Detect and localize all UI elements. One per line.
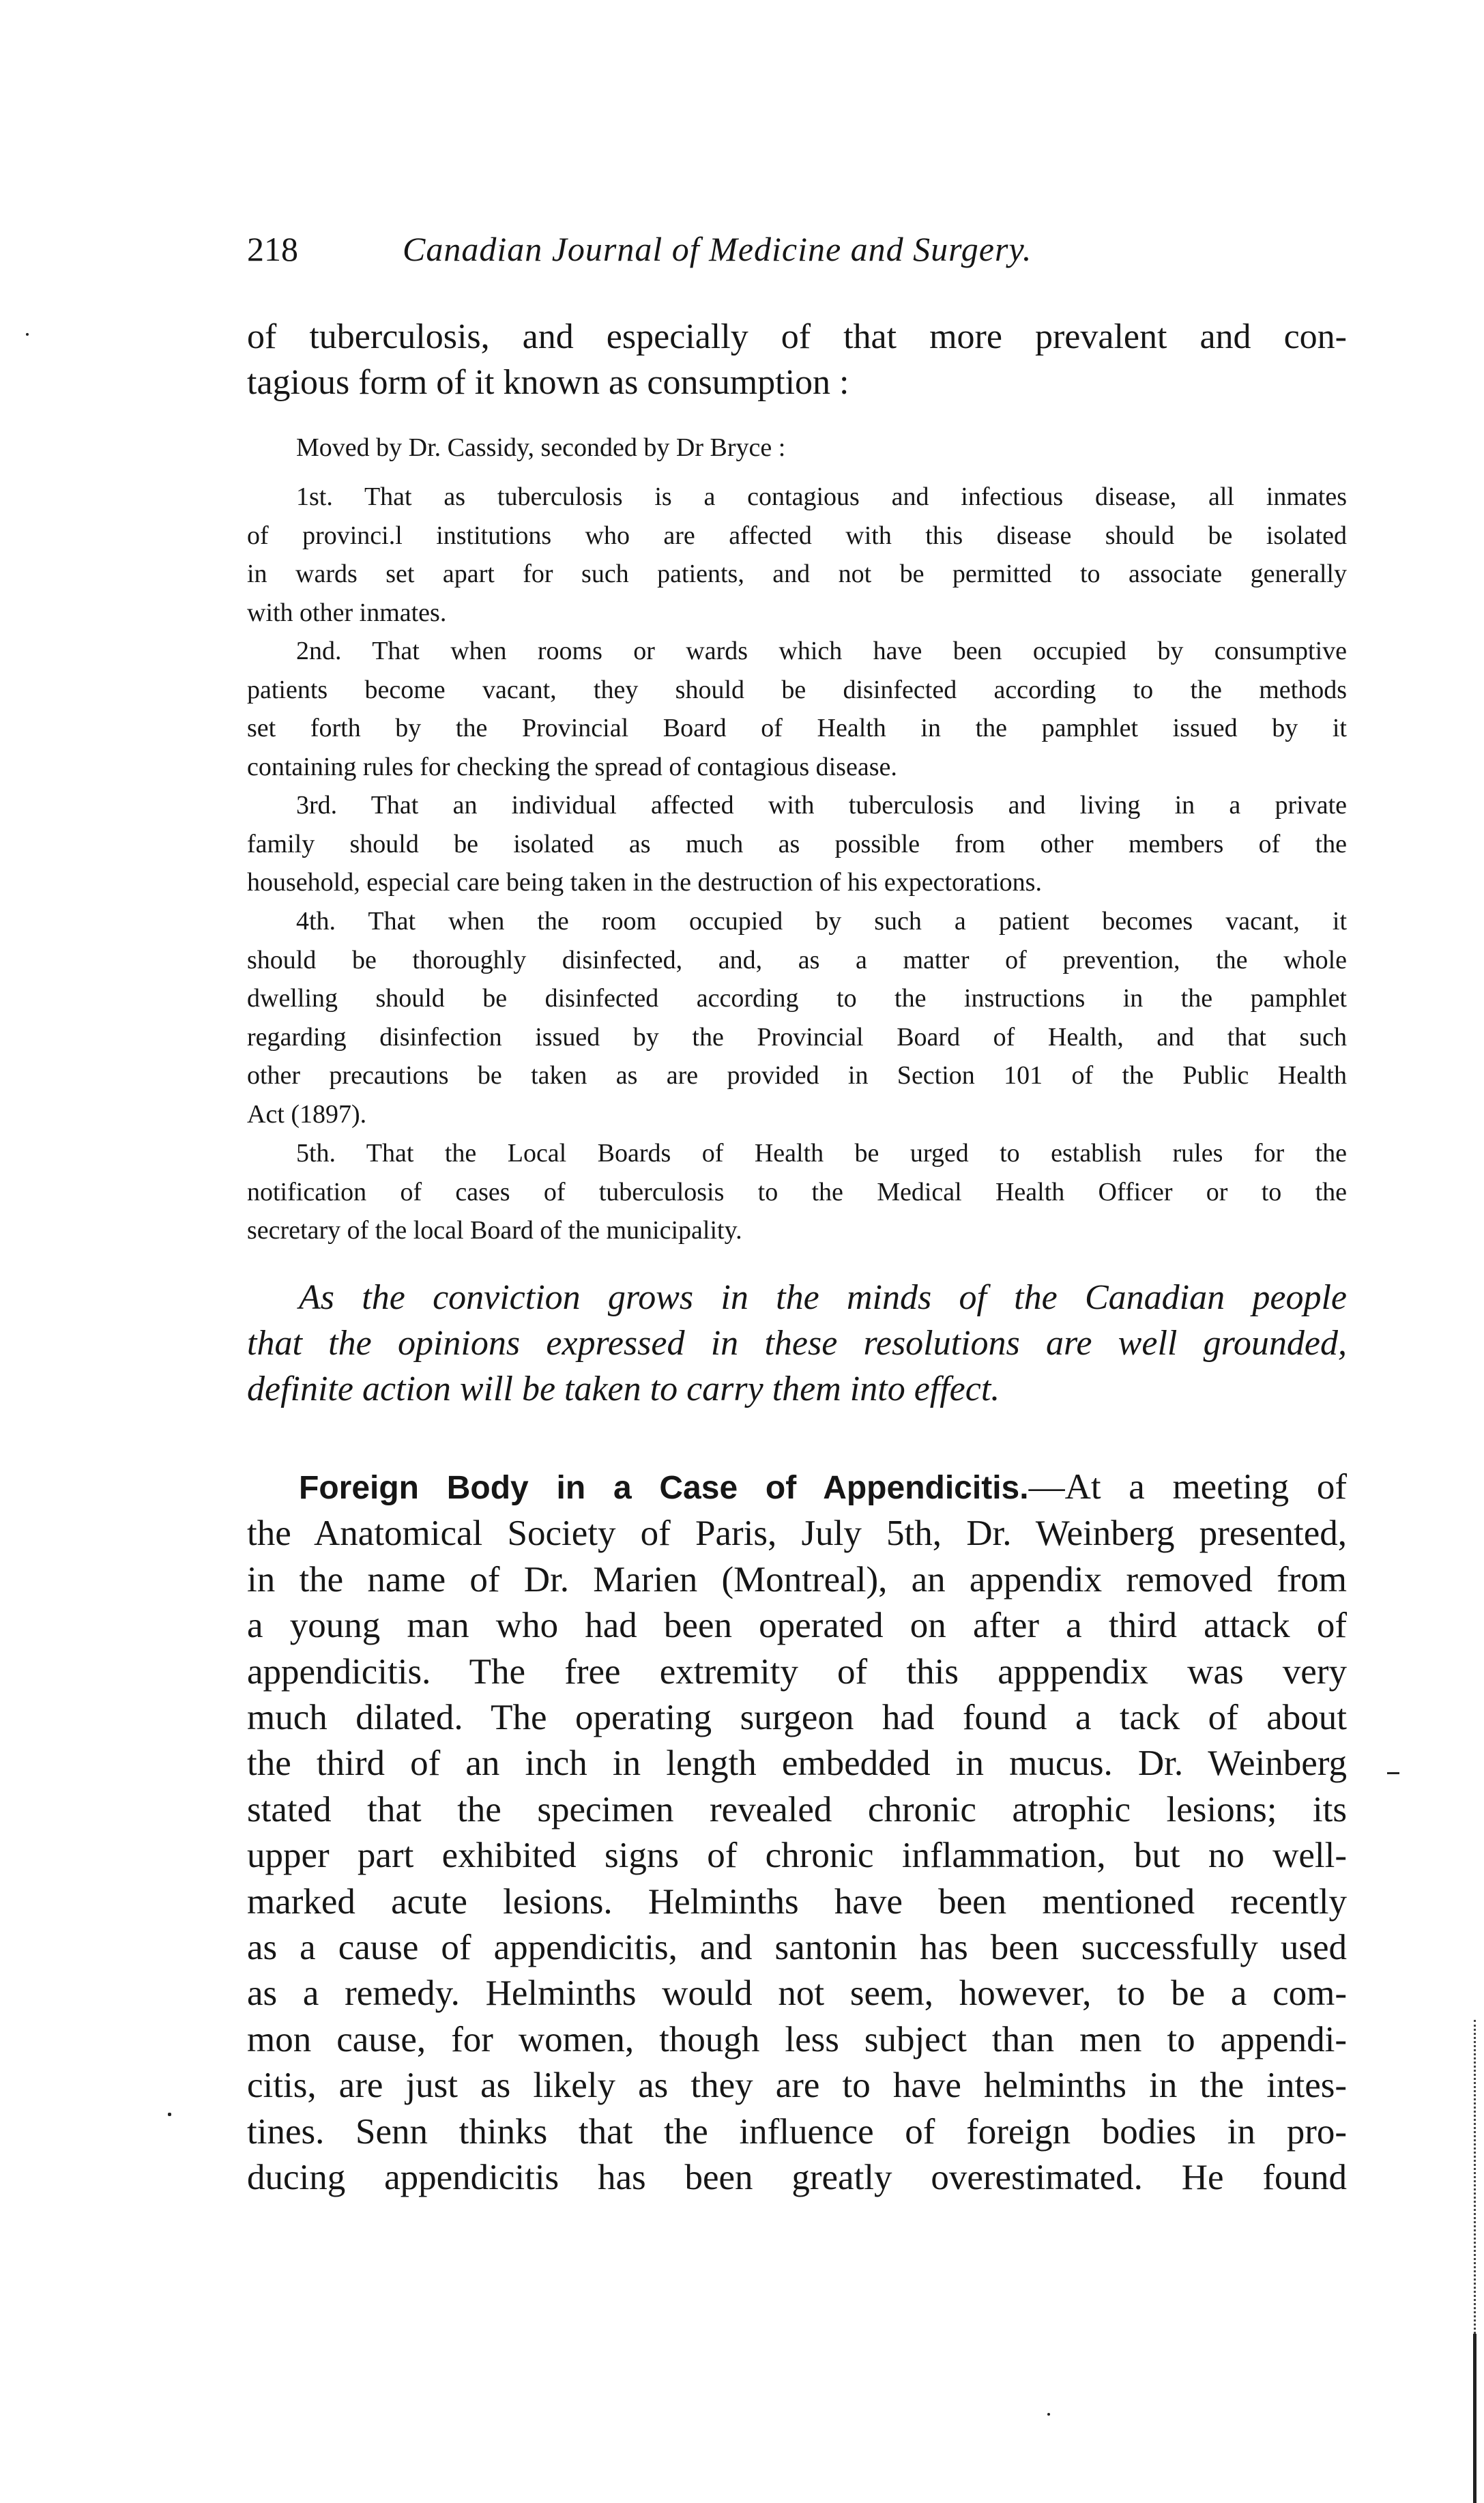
resolution-line: 1st. That as tuberculosis is a contagious and infectious disease, all inmates	[296, 482, 1347, 511]
intro-line: tagious form of it known as consumption :	[247, 363, 849, 402]
conviction-line: that the opinions expressed in these resolutions are well grounded,	[247, 1324, 1347, 1363]
resolution-line: 4th. That when the room occupied by such a patient becomes vacant, it	[296, 907, 1347, 936]
article-line: in the name of Dr. Marien (Montreal), an appendix removed from	[247, 1559, 1347, 1600]
scan-edge-line	[1473, 2334, 1476, 2503]
resolution-line: should be thoroughly disinfected, and, as a matter of prevention, the whole	[247, 945, 1347, 974]
motion-block	[247, 429, 1347, 467]
conviction-line: As the conviction grows in the minds of the Canadian people	[299, 1278, 1347, 1317]
article-line: the Anatomical Society of Paris, July 5th, Dr. Weinberg presented,	[247, 1514, 1347, 1554]
resolution-5	[247, 1134, 1347, 1250]
resolution-line: Act (1897).	[247, 1099, 367, 1129]
article-line: citis, are just as likely as they are to have helminths in the intes-	[247, 2066, 1347, 2106]
margin-dash-mark	[1387, 1772, 1399, 1774]
article-line: the third of an inch in length embedded in mucus. Dr. Weinberg	[247, 1744, 1347, 1784]
resolution-line: containing rules for checking the spread of contagious disease.	[247, 752, 897, 781]
article-line: much dilated. The operating surgeon had found a tack of about	[247, 1698, 1347, 1738]
resolution-line: regarding disinfection issued by the Provincial Board of Health, and that such	[247, 1022, 1347, 1052]
resolution-4	[247, 902, 1347, 1133]
resolution-line: set forth by the Provincial Board of Health in the pamphlet issued by it	[247, 714, 1347, 742]
resolution-line: 5th. That the Local Boards of Health be urged to establish rules for the	[296, 1139, 1347, 1168]
resolution-line: in wards set apart for such patients, and not be permitted to associate generally	[247, 560, 1347, 588]
margin-dot-mark	[1047, 2413, 1050, 2416]
resolution-2	[247, 632, 1347, 786]
resolution-line: secretary of the local Board of the municipality.	[247, 1216, 742, 1245]
intro-paragraph	[247, 314, 1347, 405]
article-line: as a cause of appendicitis, and santonin has been successfully used	[247, 1928, 1347, 1968]
article-line: as a remedy. Helminths would not seem, however, to be a com-	[247, 1973, 1347, 2014]
journal-title: Canadian Journal of Medicine and Surgery.	[403, 230, 1032, 268]
article-line: ducing appendicitis has been greatly overestimated. He found	[247, 2158, 1347, 2198]
moved-by-line: Moved by Dr. Cassidy, seconded by Dr Bryce :	[296, 433, 786, 462]
article-line: upper part exhibited signs of chronic inflammation, but no well-	[247, 1836, 1347, 1876]
article-line: marked acute lesions. Helminths have been mentioned recently	[247, 1881, 1347, 1922]
resolution-line: of provinci.l institutions who are affected with this disease should be isolated	[247, 521, 1347, 550]
resolution-line: other precautions be taken as are provided in Section 101 of the Public Health	[247, 1061, 1347, 1090]
conviction-paragraph	[247, 1275, 1347, 1412]
intro-line: of tuberculosis, and especially of that more prevalent and con-	[247, 317, 1347, 356]
resolution-line: dwelling should be disinfected according to the instructions in the pamphlet	[247, 984, 1347, 1013]
resolution-line: family should be isolated as much as possible from other members of the	[247, 829, 1347, 858]
margin-dot-mark	[26, 333, 29, 336]
article-foreign-body	[247, 1464, 1347, 2201]
article-first-line-text: —At a meeting of	[1028, 1467, 1347, 1507]
resolution-1	[247, 478, 1347, 632]
running-header	[247, 225, 1202, 273]
article-line: tines. Senn thinks that the influence of foreign bodies in pro-	[247, 2111, 1347, 2152]
margin-dot-mark	[168, 2113, 171, 2116]
article-heading: Foreign Body in a Case of Appendicitis.	[299, 1470, 1029, 1506]
article-first-line	[247, 1464, 1347, 1511]
article-line: appendicitis. The free extremity of this apppendix was very	[247, 1651, 1347, 1692]
resolution-line: notification of cases of tuberculosis to the Medical Health Officer or to the	[247, 1177, 1347, 1206]
article-line: mon cause, for women, though less subject than men to appendi-	[247, 2019, 1347, 2059]
scan-edge-dots	[1474, 2020, 1478, 2334]
article-line: stated that the specimen revealed chronic atrophic lesions; its	[247, 1789, 1347, 1829]
resolution-3	[247, 786, 1347, 902]
resolution-line: 3rd. That an individual affected with tuberculosis and living in a private	[296, 791, 1347, 820]
resolution-line: 2nd. That when rooms or wards which have been occupied by consumptive	[296, 637, 1347, 665]
page-number: 218	[247, 230, 298, 268]
resolution-line: household, especial care being taken in the destruction of his expectorations.	[247, 868, 1042, 897]
resolution-line: patients become vacant, they should be disinfected according to the methods	[247, 675, 1347, 704]
article-line: a young man who had been operated on after a third attack of	[247, 1606, 1347, 1646]
conviction-line: definite action will be taken to carry them into effect.	[247, 1370, 1000, 1408]
resolution-line: with other inmates.	[247, 598, 447, 627]
